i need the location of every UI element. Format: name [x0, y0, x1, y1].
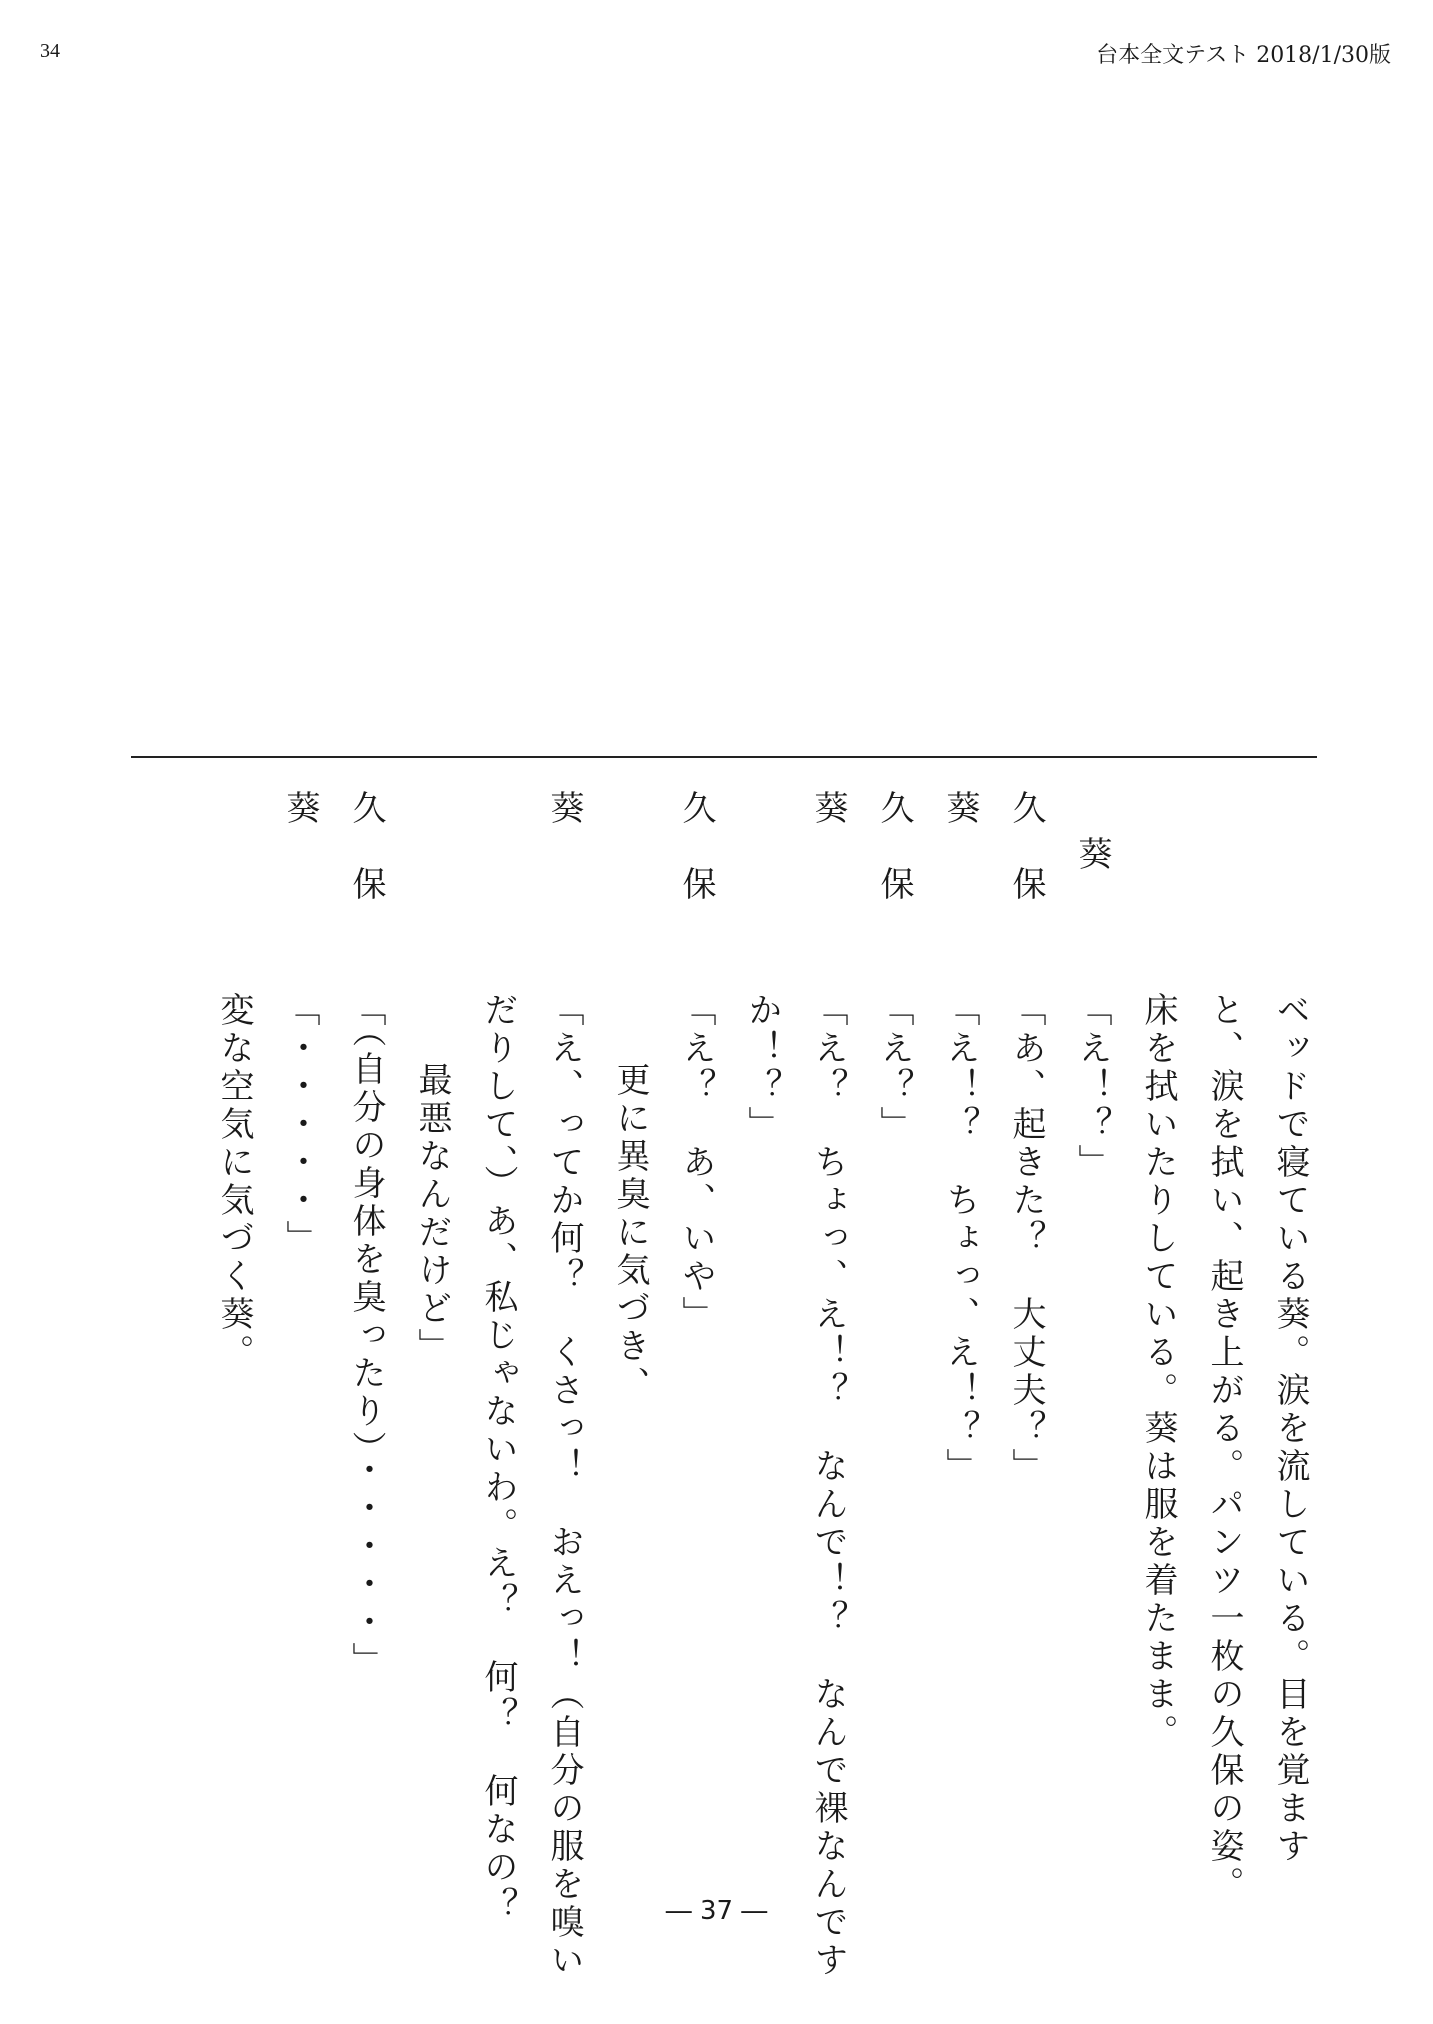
stage-direction-cont: と、涙を拭い、起き上がる。パンツ一枚の久保の姿。	[1204, 992, 1244, 1904]
speaker-name: 久 保	[346, 790, 386, 904]
dialogue-text: 「あ、起きた？ 大丈夫？」	[1006, 992, 1046, 1486]
dialogue-line	[927, 790, 993, 1850]
speaker-name: 久 保	[874, 790, 914, 904]
dialogue-line	[663, 790, 729, 1850]
page-number-left: 34	[40, 40, 60, 62]
speaker-name: 久 保	[1006, 790, 1046, 904]
dialogue-text: 「え？ あ、いや」	[676, 992, 716, 1334]
stage-direction-cont: 床を拭いたりしている。葵は服を着たまま。	[1138, 992, 1178, 1752]
dialogue-text: 「え？」	[874, 992, 914, 1144]
dialogue-text: 「え！？」	[1072, 992, 1112, 1182]
dialogue-text: 「え？ ちょっ、え！？ なんで！？ なんで裸なんです	[808, 992, 848, 1980]
dialogue-line	[993, 790, 1059, 1850]
stage-direction: 変な空気に気づく葵。	[214, 992, 254, 1372]
dialogue-cont: か！？」	[742, 992, 782, 1144]
stage-direction: 更に異臭に気づき、	[610, 1062, 650, 1404]
dialogue-line	[333, 790, 399, 1850]
dialogue-text: 「・・・・・」	[280, 992, 320, 1258]
stage-direction: ベッドで寝ている葵。涙を流している。目を覚ます	[1270, 992, 1310, 1866]
dialogue-cont: 最悪なんだけど」	[412, 1062, 452, 1366]
speaker-name: 葵	[808, 790, 848, 828]
page-number-footer: ― 37 ―	[665, 1896, 768, 1926]
dialogue-text: 「（自分の身体を臭ったり）・・・・・」	[346, 992, 386, 1680]
document-title: 台本全文テスト 2018/1/30版	[1096, 43, 1391, 68]
dialogue-text: 「え、ってか何？ くさっ！ おえっ！（自分の服を嗅い	[544, 992, 584, 1980]
dialogue-cont: だりして、）あ、私じゃないわ。え？ 何？ 何なの？	[478, 992, 518, 1925]
dialogue-line	[267, 790, 333, 1850]
speaker-name: 葵	[544, 790, 584, 828]
speaker-name: 久 保	[676, 790, 716, 904]
speaker-name: 葵	[1072, 836, 1112, 874]
divider-line	[131, 756, 1317, 758]
dialogue-line	[795, 790, 861, 1980]
dialogue-text: 「え！？ ちょっ、え！？」	[940, 992, 980, 1486]
speaker-name: 葵	[940, 790, 980, 828]
dialogue-line	[1059, 790, 1125, 1850]
dialogue-line	[861, 790, 927, 1850]
speaker-name: 葵	[280, 790, 320, 828]
dialogue-line	[531, 790, 597, 1980]
